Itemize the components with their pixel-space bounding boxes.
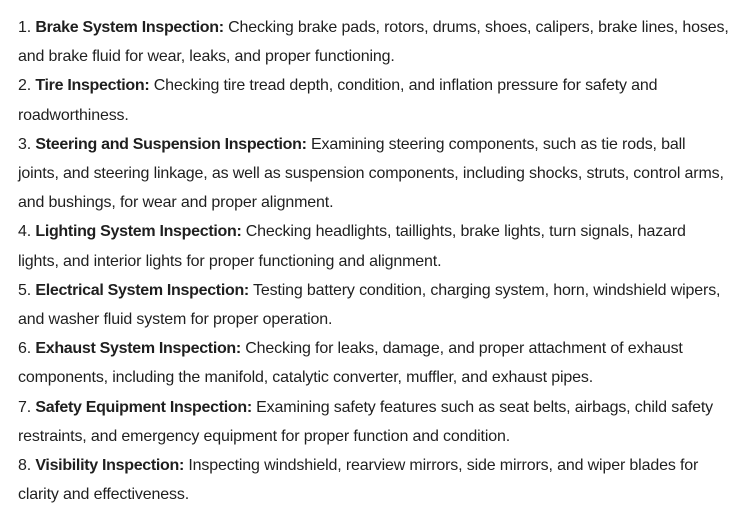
item-number: 8. <box>18 457 32 475</box>
item-description: Examining safety features such as seat belts, airbags, child safety restraints, and emergency equipment for proper function and condition. <box>18 398 714 445</box>
item-title: Steering and Suspension Inspection: <box>35 135 307 153</box>
item-description: Checking headlights, taillights, brake lights, turn signals, hazard lights, and interior lights for proper functioning and alignment. <box>18 223 686 270</box>
item-title: Exhaust System Inspection: <box>35 340 241 358</box>
item-title: Electrical System Inspection: <box>35 281 249 299</box>
list-item-visibility <box>18 451 730 509</box>
item-title: Visibility Inspection: <box>35 457 185 475</box>
item-number: 1. <box>18 19 32 36</box>
item-title: Brake System Inspection: <box>35 19 224 36</box>
item-description: Checking tire tread depth, condition, and inflation pressure for safety and roadworthiness. <box>18 77 658 124</box>
list-item-lighting-system <box>18 217 730 275</box>
item-title: Safety Equipment Inspection: <box>35 398 252 416</box>
list-item-safety-equipment <box>18 393 730 451</box>
item-description: Checking for leaks, damage, and proper attachment of exhaust components, including the manifold, catalytic converter, muffler, and exhaust pipes. <box>18 340 683 387</box>
item-number: 5. <box>18 281 32 299</box>
list-item-brake-system <box>18 13 730 71</box>
item-description: Examining steering components, such as tie rods, ball joints, and steering linkage, as well as suspension components, including shocks, struts, control arms, and bushings, for wear and proper alignment. <box>18 135 724 212</box>
list-item-tire <box>18 71 730 129</box>
item-title: Tire Inspection: <box>35 77 150 95</box>
item-number: 2. <box>18 77 32 95</box>
item-number: 6. <box>18 340 32 358</box>
item-description: Testing battery condition, charging system, horn, windshield wipers, and washer fluid system for proper operation. <box>18 281 721 329</box>
list-item-steering-suspension <box>18 130 730 218</box>
item-number: 3. <box>18 135 32 153</box>
list-item-electrical-system <box>18 276 730 334</box>
list-item-exhaust-system <box>18 334 730 392</box>
item-number: 7. <box>18 398 32 416</box>
item-number: 4. <box>18 223 32 241</box>
item-description: Checking brake pads, rotors, drums, shoes, calipers, brake lines, hoses, and brake fluid for wear, leaks, and proper functioning. <box>18 19 729 66</box>
item-description: Inspecting windshield, rearview mirrors, side mirrors, and wiper blades for clarity and effectiveness. <box>18 457 699 504</box>
item-title: Lighting System Inspection: <box>35 223 242 241</box>
